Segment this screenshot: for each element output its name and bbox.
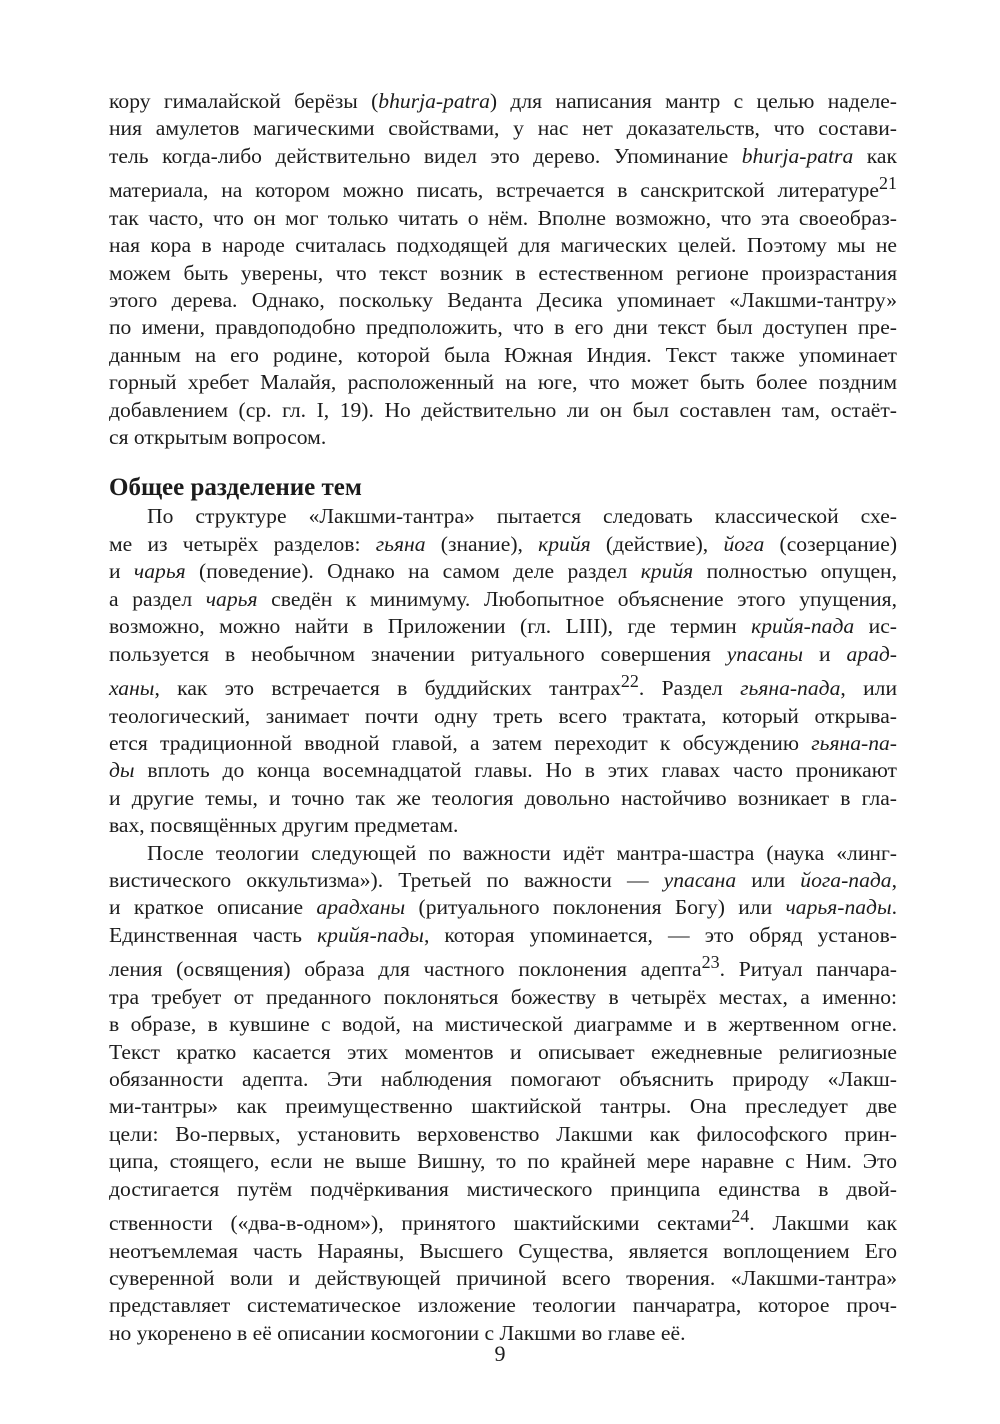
text-line: кору гималайской берёзы (bhurja-patra) для написания мантр с целью наделе- (109, 89, 897, 113)
text-line: а раздел чарья сведён к минимуму. Любопытное объяснение этого упущения, (109, 586, 897, 611)
text-line: обязанности адепта. Эти наблюдения помогают объяснить природу «Лакш- (109, 1066, 897, 1091)
text-line: представляет систематическое изложение теологии панчаратра, которое проч- (109, 1293, 897, 1318)
text-line: суверенной воли и действующей причиной всего творения. «Лакшми-тантра» (109, 1266, 897, 1290)
text-line: тель когда-либо действительно видел это дерево. Упоминание bhurja-patra как (109, 143, 897, 168)
text-line: по имени, правдоподобно предположить, что в его дни текст был доступен пре- (109, 315, 897, 340)
paragraph-1 (109, 88, 897, 451)
text-line: достигается путём подчёркивания мистического принципа единства в двой- (109, 1176, 897, 1201)
text-line: цели: Во-первых, установить верховенство Лакшми как философского прин- (109, 1121, 897, 1146)
text-line: ся открытым вопросом. (109, 425, 327, 450)
text-line: После теологии следующей по важности идёт мантра-шастра (наука «линг- (147, 840, 897, 865)
page-number: 9 (494, 1341, 506, 1366)
page-content (109, 88, 897, 1347)
text-line: добавлением (ср. гл. I, 19). Но действительно ли он был составлен там, остаёт- (109, 397, 897, 422)
text-line: вистического оккультизма»). Третьей по важности — упасана или йога-пада, (109, 867, 897, 892)
text-line: ципа, стоящего, если не выше Вишну, то по крайней мере наравне с Ним. Это (109, 1149, 897, 1174)
text-line: ственности («два-в-одном»), принятого шактийскими сектами$^{24}$. Лакшми как (109, 1206, 897, 1236)
text-line: но укоренено в её описании космогонии с Лакшми во главе её. (109, 1320, 686, 1345)
text-line: ная кора в народе считалась подходящей для магических целей. Поэтому мы не (109, 233, 897, 258)
text-line: можем быть уверены, что текст возник в естественном регионе произрастания (109, 260, 897, 285)
text-line: ме из четырёх разделов: гьяна (знание), крийя (действие), йога (созерцание) (109, 531, 898, 556)
text-line: этого дерева. Однако, поскольку Веданта Десика упоминает «Лакшми-тантру» (109, 288, 897, 313)
text-line: ханы, как это встречается в буддийских тантрах$^{22}$. Раздел гьяна-пада, или (109, 670, 898, 701)
text-line: Текст кратко касается этих моментов и описывает ежедневные религиозные (109, 1039, 897, 1064)
text-line: ми-тантры» как преимущественно шактийской тантры. Она преследует две (109, 1094, 897, 1119)
text-line: и другие темы, и точно так же теология довольно настойчиво возникает в гла- (109, 785, 897, 810)
text-line: вах, посвящённых другим предметам. (109, 813, 459, 838)
text-line: ды вплоть до конца восемнадцатой главы. Но в этих главах часто проникают (109, 758, 897, 783)
text-line: тра требует от преданного поклоняться божеству в четырёх местах, а именно: (109, 984, 897, 1009)
text-line: горный хребет Малайя, расположенный на юге, что может быть более поздним (109, 370, 897, 395)
text-line: так часто, что он мог только читать о нём. Вполне возможно, что эта своеобраз- (109, 205, 897, 230)
text-line: По структуре «Лакшми-тантра» пытается следовать классической схе- (147, 504, 897, 529)
text-line: в образе, в кувшине с водой, на мистической диаграмме и в жертвенном огне. (109, 1012, 897, 1037)
text-line: неотъемлемая часть Нараяны, Высшего Существа, является воплощением Его (109, 1238, 897, 1263)
text-line: возможно, можно найти в Приложении (гл. LIII), где термин крийя-пада ис- (109, 614, 897, 639)
text-line: теологический, занимает почти одну треть всего трактата, который открыва- (109, 703, 897, 728)
text-line: материала, на котором можно писать, встречается в санскритской литературе$^{21}$ (109, 173, 897, 203)
text-line: пользуется в необычном значении ритуального совершения упасаны и арад- (109, 641, 897, 666)
text-line: ления (освящения) образа для частного поклонения адепта$^{23}$. Ритуал панчара- (109, 952, 897, 982)
text-line: Единственная часть крийя-пады, которая упоминается, — это обряд установ- (109, 922, 897, 947)
paragraph-3 (109, 840, 897, 1348)
section-heading: Общее разделение тем (109, 474, 362, 502)
text-line: данным на его родине, которой была Южная Индия. Текст также упоминает (109, 342, 897, 367)
paragraph-2 (109, 503, 897, 839)
text-line: и чарья (поведение). Однако на самом деле раздел крийя полностью опущен, (109, 559, 897, 584)
text-line: ния амулетов магическими свойствами, у нас нет доказательств, что состави- (109, 116, 897, 141)
text-line: ется традиционной вводной главой, а затем переходит к обсуждению гьяна-па- (109, 730, 897, 755)
text-line: и краткое описание арадханы (ритуального поклонения Богу) или чарья-пады. (109, 895, 897, 920)
